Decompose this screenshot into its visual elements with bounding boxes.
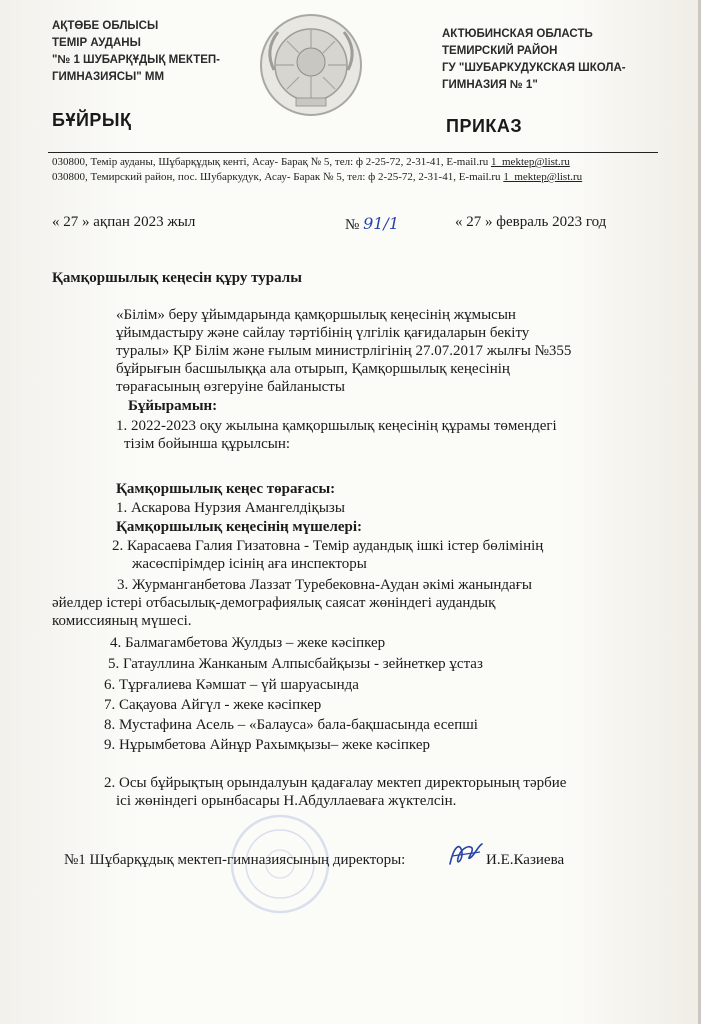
preamble-line: туралы» ҚР Білім және ғылым министрлігінің 27.07.2017 жылғы №355	[116, 343, 572, 359]
member-item: 2. Карасаева Галия Гизатовна - Темір аудандық ішкі істер бөлімінің	[112, 538, 544, 554]
doc-type-kz: БҰЙРЫҚ	[52, 110, 132, 130]
date-kz: « 27 » ақпан 2023 жыл	[52, 214, 196, 230]
director-name: И.Е.Казиева	[486, 852, 565, 868]
header-right-line: АКТЮБИНСКАЯ ОБЛАСТЬ	[442, 28, 593, 40]
date-ru: « 27 » февраль 2023 год	[455, 214, 607, 230]
state-emblem-icon	[256, 10, 366, 120]
member-item: 6. Тұрғалиева Кәмшат – үй шаруасында	[104, 677, 359, 693]
header-right-line: ТЕМИРСКИЙ РАЙОН	[442, 45, 558, 57]
header-left-line: АҚТӨБЕ ОБЛЫСЫ	[52, 20, 159, 32]
address-ru	[52, 171, 582, 183]
preamble-line: төрағасының өзгеруіне байланысты	[116, 379, 345, 395]
member-item: комиссияның мүшесі.	[52, 613, 192, 629]
preamble-line: «Білім» беру ұйымдарында қамқоршылық кеңесінің жұмысын	[116, 307, 516, 323]
order-word: Бұйырамын:	[128, 398, 218, 414]
header-left-line: ГИМНАЗИЯСЫ" ММ	[52, 71, 165, 83]
member-item: жасөспірімдер ісінің аға инспекторы	[132, 556, 367, 572]
order-title: Қамқоршылық кеңесін құру туралы	[52, 270, 302, 286]
header-right-line: ГУ "ШУБАРКУДУКСКАЯ ШКОЛА-	[442, 62, 626, 74]
doc-type-ru: ПРИКАЗ	[446, 116, 523, 136]
member-item: 7. Сақауова Айгүл - жеке кәсіпкер	[104, 697, 322, 713]
header-right-line: ГИМНАЗИЯ № 1"	[442, 79, 538, 91]
header-right	[442, 26, 626, 94]
member-item: 8. Мустафина Асель – «Балауса» бала-бақшасында есепші	[104, 717, 478, 733]
address-kz-email[interactable]: 1_mektep@list.ru	[491, 156, 570, 168]
member-item: әйелдер істері отбасылық-демографиялық саясат жөніндегі аудандық	[52, 595, 496, 611]
address-ru-email[interactable]: 1_mektep@list.ru	[503, 171, 583, 183]
preamble-line: бұйрығын басшылыққа ала отырып, Қамқоршылық кеңесінің	[116, 361, 510, 377]
item-2-line: 2. Осы бұйрықтың орындалуын қадағалау мектеп директорының тәрбие	[104, 775, 567, 791]
header-left-line: ТЕМІР АУДАНЫ	[52, 37, 141, 49]
chair-heading: Қамқоршылық кеңес төрағасы:	[116, 481, 336, 497]
members-heading: Қамқоршылық кеңесінің мүшелері:	[116, 519, 363, 535]
item-1-line: 1. 2022-2023 оқу жылына қамқоршылық кеңесінің құрамы төмендегі	[116, 418, 557, 434]
chair-name: 1. Аскарова Нурзия Амангелдіқызы	[116, 500, 345, 516]
preamble-line: ұйымдастыру және сайлау тәртібінің үлгілік қағидаларын бекіту	[116, 325, 530, 341]
item-1-line: тізім бойынша құрылсын:	[124, 436, 291, 452]
signature-label: №1 Шұбарқұдық мектеп-гимназиясының директоры:	[64, 852, 406, 868]
order-number-value: 91/1	[363, 214, 399, 233]
handwritten-signature-icon	[446, 838, 486, 872]
member-item: 9. Нұрымбетова Айнұр Рахымқызы– жеке кәсіпкер	[104, 737, 430, 753]
order-number-label: №	[345, 217, 364, 233]
member-item: 4. Балмагамбетова Жулдыз – жеке кәсіпкер	[110, 635, 386, 651]
header-left	[52, 18, 220, 86]
address-ru-text: 030800, Темирский район, пос. Шубаркудук, Асау- Барак № 5, тел: ф 2-25-72, 2-31-41, E-mail.ru	[52, 171, 504, 183]
member-item: 3. Журманганбетова Лаззат Туребековна-Аудан әкімі жанындағы	[117, 577, 532, 593]
item-2-line: ісі жөніндегі орынбасары Н.Абдуллаеваға жүктелсін.	[116, 793, 457, 809]
header-left-line: "№ 1 ШУБАРҚҰДЫҚ МЕКТЕП-	[52, 54, 220, 66]
header-divider	[48, 152, 658, 153]
address-kz	[52, 156, 570, 168]
address-kz-text: 030800, Темір ауданы, Шұбарқұдық кенті, Асау- Барақ № 5, тел: ф 2-25-72, 2-31-41, E-mail.ru	[52, 156, 491, 168]
member-item: 5. Гатауллина Жанканым Алпысбайқызы - зейнеткер ұстаз	[108, 656, 483, 672]
order-number	[345, 214, 399, 234]
